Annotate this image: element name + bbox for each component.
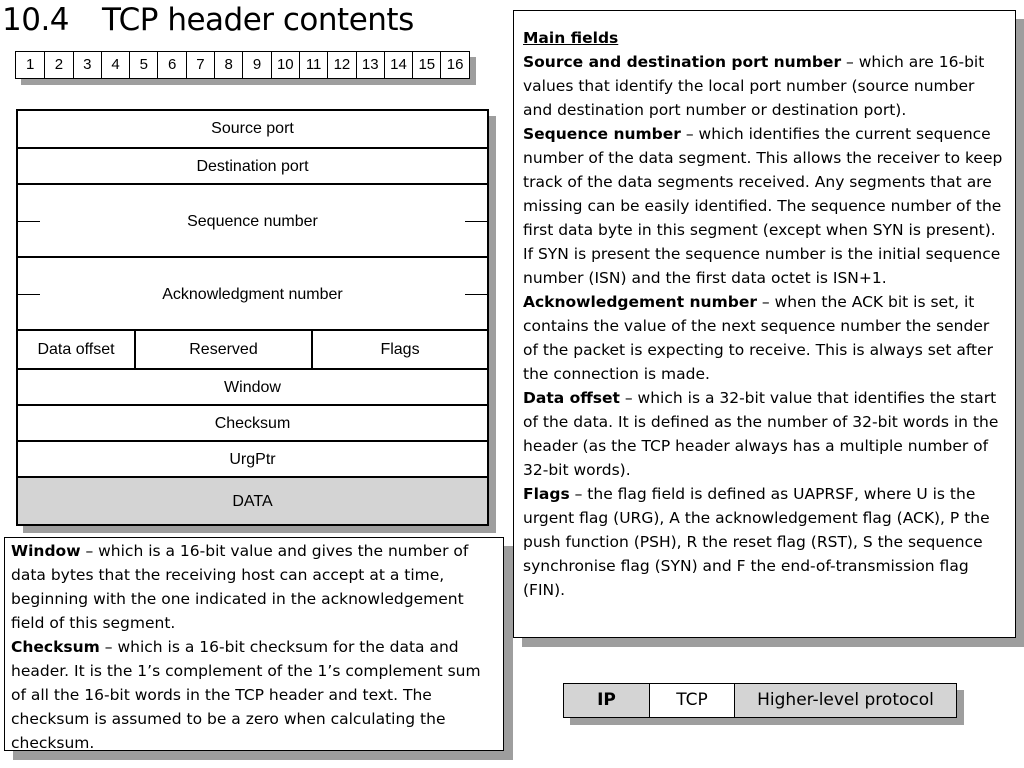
field-sequence-number-label: Sequence number xyxy=(187,213,318,230)
term: Flags xyxy=(523,485,570,503)
bit-cell: 14 xyxy=(384,52,412,78)
field-data: DATA xyxy=(18,476,487,524)
term: Checksum xyxy=(11,638,100,656)
window-description xyxy=(11,539,497,635)
protocol-tcp: TCP xyxy=(649,684,734,717)
bit-cell: 12 xyxy=(327,52,355,78)
tcp-header-diagram xyxy=(16,109,489,526)
term: Acknowledgement number xyxy=(523,293,757,311)
main-fields-heading: Main fields xyxy=(523,29,619,47)
term: Window xyxy=(11,542,81,560)
bit-cell: 11 xyxy=(299,52,327,78)
field-sequence-number xyxy=(18,183,487,256)
bit-cell: 16 xyxy=(440,52,468,78)
bit-cell: 6 xyxy=(157,52,185,78)
flags-description xyxy=(523,482,1007,602)
bit-cell: 1 xyxy=(25,56,35,73)
protocol-ip: IP xyxy=(564,684,649,717)
split-marker-right xyxy=(465,294,487,295)
split-marker-left xyxy=(18,221,40,222)
term: Data offset xyxy=(523,389,620,407)
definition: – which are 16-bit values that identify the local port number (source number and destination port number or destination port). xyxy=(523,53,985,119)
field-destination-port: Destination port xyxy=(18,147,487,183)
bit-cell: 10 xyxy=(271,52,299,78)
bit-cell: 2 xyxy=(44,52,72,78)
bit-cell: 5 xyxy=(129,52,157,78)
field-checksum: Checksum xyxy=(18,404,487,440)
port-description xyxy=(523,50,1007,122)
field-ack-number xyxy=(18,256,487,329)
definition: – which identifies the current sequence number of the data segment. This allows the receiver to keep track of the data segments received. Any segments that are missing can be easily identified. The sequence number of the first data byte in this segment (except when SYN is present). If SYN is present the sequence number is the initial sequence number (ISN) and the first data octet is ISN+1. xyxy=(523,125,1003,287)
field-window: Window xyxy=(18,368,487,404)
section-title: TCP header contents xyxy=(102,2,414,38)
definition: – which is a 16-bit value and gives the number of data bytes that the receiving host can accept at a time, beginning with the one indicated in the acknowledgement field of this segment. xyxy=(11,542,469,632)
definition: – which is a 16-bit checksum for the data and header. It is the 1’s complement of the 1’s complement sum of all the 16-bit words in the TCP header and text. The checksum is assumed to be a zero when calculating the checksum. xyxy=(11,638,481,752)
field-data-offset: Data offset xyxy=(37,341,115,358)
page-title xyxy=(2,2,414,38)
section-number: 10.4 xyxy=(2,2,70,38)
bit-cell: 8 xyxy=(214,52,242,78)
field-source-port: Source port xyxy=(211,120,294,137)
field-flags: Flags xyxy=(311,331,487,368)
bit-cell: 4 xyxy=(101,52,129,78)
ack-description xyxy=(523,290,1007,386)
definition: – when the ACK bit is set, it contains the value of the next sequence number the sender of the packet is expecting to receive. This is always set after the connection is made. xyxy=(523,293,994,383)
split-marker-left xyxy=(18,294,40,295)
definition: – which is a 32-bit value that identifies the start of the data. It is defined as the number of 32-bit words in the header (as the TCP header always has a multiple number of 32-bit words). xyxy=(523,389,999,479)
window-checksum-panel xyxy=(4,537,504,751)
sequence-description xyxy=(523,122,1007,290)
bit-cell: 9 xyxy=(242,52,270,78)
field-offset-reserved-flags xyxy=(18,329,487,368)
bit-cell: 15 xyxy=(412,52,440,78)
protocol-stack xyxy=(563,683,957,718)
field-reserved: Reserved xyxy=(134,331,311,368)
split-marker-right xyxy=(465,221,487,222)
field-ack-number-label: Acknowledgment number xyxy=(162,286,343,303)
bit-ruler xyxy=(15,51,470,79)
bit-cell: 3 xyxy=(73,52,101,78)
offset-description xyxy=(523,386,1007,482)
checksum-description xyxy=(11,635,497,755)
protocol-higher-level: Higher-level protocol xyxy=(734,684,956,717)
main-fields-panel xyxy=(513,10,1016,638)
definition: – the flag field is defined as UAPRSF, where U is the urgent flag (URG), A the acknowledgement flag (ACK), P the push function (PSH), R the reset flag (RST), S the sequence synchronise flag (SYN) and F the end-of-transmission flag (FIN). xyxy=(523,485,990,599)
term: Source and destination port number xyxy=(523,53,842,71)
bit-cell: 13 xyxy=(356,52,384,78)
bit-cell: 7 xyxy=(186,52,214,78)
field-urgptr: UrgPtr xyxy=(18,440,487,476)
term: Sequence number xyxy=(523,125,681,143)
